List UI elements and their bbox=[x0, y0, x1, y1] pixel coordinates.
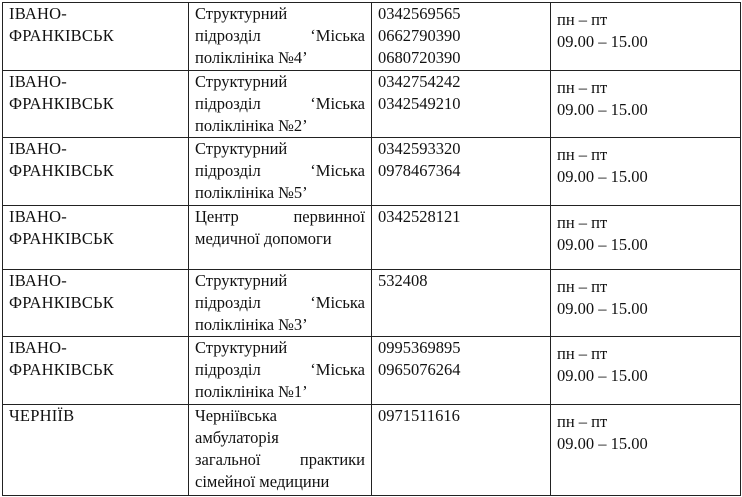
phones-cell bbox=[372, 3, 551, 71]
facility-name-cell bbox=[189, 3, 372, 71]
hours-line: 09.00 – 15.00 bbox=[557, 235, 648, 254]
facility-name-line: підрозділ ‘Міська bbox=[195, 161, 365, 180]
facility-name-line: підрозділ ‘Міська bbox=[195, 293, 365, 312]
hours-line: пн – пт bbox=[557, 145, 608, 164]
phone-number: 532408 bbox=[378, 271, 428, 290]
city-line: ЧЕРНІЇВ bbox=[9, 406, 75, 425]
phones-cell bbox=[372, 138, 551, 206]
hours-cell bbox=[551, 270, 741, 337]
facility-name-line: поліклініка №5’ bbox=[195, 183, 308, 202]
table-row bbox=[3, 206, 741, 270]
hours-line: пн – пт bbox=[557, 78, 608, 97]
facility-name-line: Структурний bbox=[195, 139, 288, 158]
facility-name-line: сімейної медицини bbox=[195, 472, 330, 491]
facility-name-line: поліклініка №4’ bbox=[195, 48, 308, 67]
phones-cell bbox=[372, 405, 551, 496]
clinics-table bbox=[2, 2, 741, 496]
phone-number: 0342549210 bbox=[378, 94, 461, 113]
phones-cell bbox=[372, 270, 551, 337]
table-row bbox=[3, 337, 741, 405]
phones-cell bbox=[372, 337, 551, 405]
city-cell bbox=[3, 337, 189, 405]
facility-name-line: Структурний bbox=[195, 271, 288, 290]
hours-line: 09.00 – 15.00 bbox=[557, 299, 648, 318]
table-row bbox=[3, 405, 741, 496]
table-row bbox=[3, 138, 741, 206]
phone-number: 0342754242 bbox=[378, 72, 461, 91]
hours-line: пн – пт bbox=[557, 277, 608, 296]
city-line: ФРАНКІВСЬК bbox=[9, 161, 114, 180]
hours-cell bbox=[551, 138, 741, 206]
phone-number: 0662790390 bbox=[378, 26, 461, 45]
hours-cell bbox=[551, 71, 741, 138]
city-cell bbox=[3, 405, 189, 496]
city-line: ІВАНО- bbox=[9, 4, 67, 23]
hours-line: пн – пт bbox=[557, 213, 608, 232]
facility-name-line: підрозділ ‘Міська bbox=[195, 94, 365, 113]
facility-name-line: підрозділ ‘Міська bbox=[195, 26, 365, 45]
phone-number: 0342528121 bbox=[378, 207, 461, 226]
city-line: ІВАНО- bbox=[9, 271, 67, 290]
city-cell bbox=[3, 3, 189, 71]
city-line: ФРАНКІВСЬК bbox=[9, 360, 114, 379]
facility-name-line: Структурний bbox=[195, 338, 288, 357]
hours-line: 09.00 – 15.00 bbox=[557, 434, 648, 453]
phone-number: 0680720390 bbox=[378, 48, 461, 67]
city-line: ІВАНО- bbox=[9, 207, 67, 226]
hours-line: 09.00 – 15.00 bbox=[557, 100, 648, 119]
phones-cell bbox=[372, 71, 551, 138]
hours-cell bbox=[551, 3, 741, 71]
facility-name-cell bbox=[189, 270, 372, 337]
facility-name-cell bbox=[189, 405, 372, 496]
facility-name-line: медичної допомоги bbox=[195, 229, 332, 248]
facility-name-line: поліклініка №1’ bbox=[195, 382, 308, 401]
city-line: ФРАНКІВСЬК bbox=[9, 94, 114, 113]
phone-number: 0342569565 bbox=[378, 4, 461, 23]
city-cell bbox=[3, 138, 189, 206]
facility-name-cell bbox=[189, 138, 372, 206]
hours-cell bbox=[551, 337, 741, 405]
hours-line: 09.00 – 15.00 bbox=[557, 167, 648, 186]
facility-name-cell bbox=[189, 206, 372, 270]
hours-line: 09.00 – 15.00 bbox=[557, 32, 648, 51]
phone-number: 0978467364 bbox=[378, 161, 461, 180]
facility-name-line: амбулаторія bbox=[195, 428, 279, 447]
city-cell bbox=[3, 206, 189, 270]
table-row bbox=[3, 71, 741, 138]
phone-number: 0971511616 bbox=[378, 406, 460, 425]
table-row bbox=[3, 270, 741, 337]
hours-line: пн – пт bbox=[557, 412, 608, 431]
facility-name-line: Черніївська bbox=[195, 406, 277, 425]
phones-cell bbox=[372, 206, 551, 270]
facility-name-line: поліклініка №2’ bbox=[195, 116, 308, 135]
hours-line: пн – пт bbox=[557, 344, 608, 363]
facility-name-line: підрозділ ‘Міська bbox=[195, 360, 365, 379]
table-row bbox=[3, 3, 741, 71]
phone-number: 0965076264 bbox=[378, 360, 461, 379]
hours-cell bbox=[551, 405, 741, 496]
facility-name-line: Структурний bbox=[195, 72, 288, 91]
facility-name-line: Структурний bbox=[195, 4, 288, 23]
city-line: ФРАНКІВСЬК bbox=[9, 26, 114, 45]
hours-line: пн – пт bbox=[557, 10, 608, 29]
city-line: ІВАНО- bbox=[9, 338, 67, 357]
city-cell bbox=[3, 71, 189, 138]
city-line: ІВАНО- bbox=[9, 139, 67, 158]
facility-name-line: поліклініка №3’ bbox=[195, 315, 308, 334]
clinics-table-body bbox=[3, 3, 741, 496]
facility-name-cell bbox=[189, 337, 372, 405]
city-line: ФРАНКІВСЬК bbox=[9, 293, 114, 312]
city-cell bbox=[3, 270, 189, 337]
facility-name-line: Центр первинної bbox=[195, 207, 365, 226]
city-line: ФРАНКІВСЬК bbox=[9, 229, 114, 248]
phone-number: 0342593320 bbox=[378, 139, 461, 158]
city-line: ІВАНО- bbox=[9, 72, 67, 91]
hours-cell bbox=[551, 206, 741, 270]
facility-name-line: загальної практики bbox=[195, 450, 365, 469]
facility-name-cell bbox=[189, 71, 372, 138]
hours-line: 09.00 – 15.00 bbox=[557, 366, 648, 385]
phone-number: 0995369895 bbox=[378, 338, 461, 357]
